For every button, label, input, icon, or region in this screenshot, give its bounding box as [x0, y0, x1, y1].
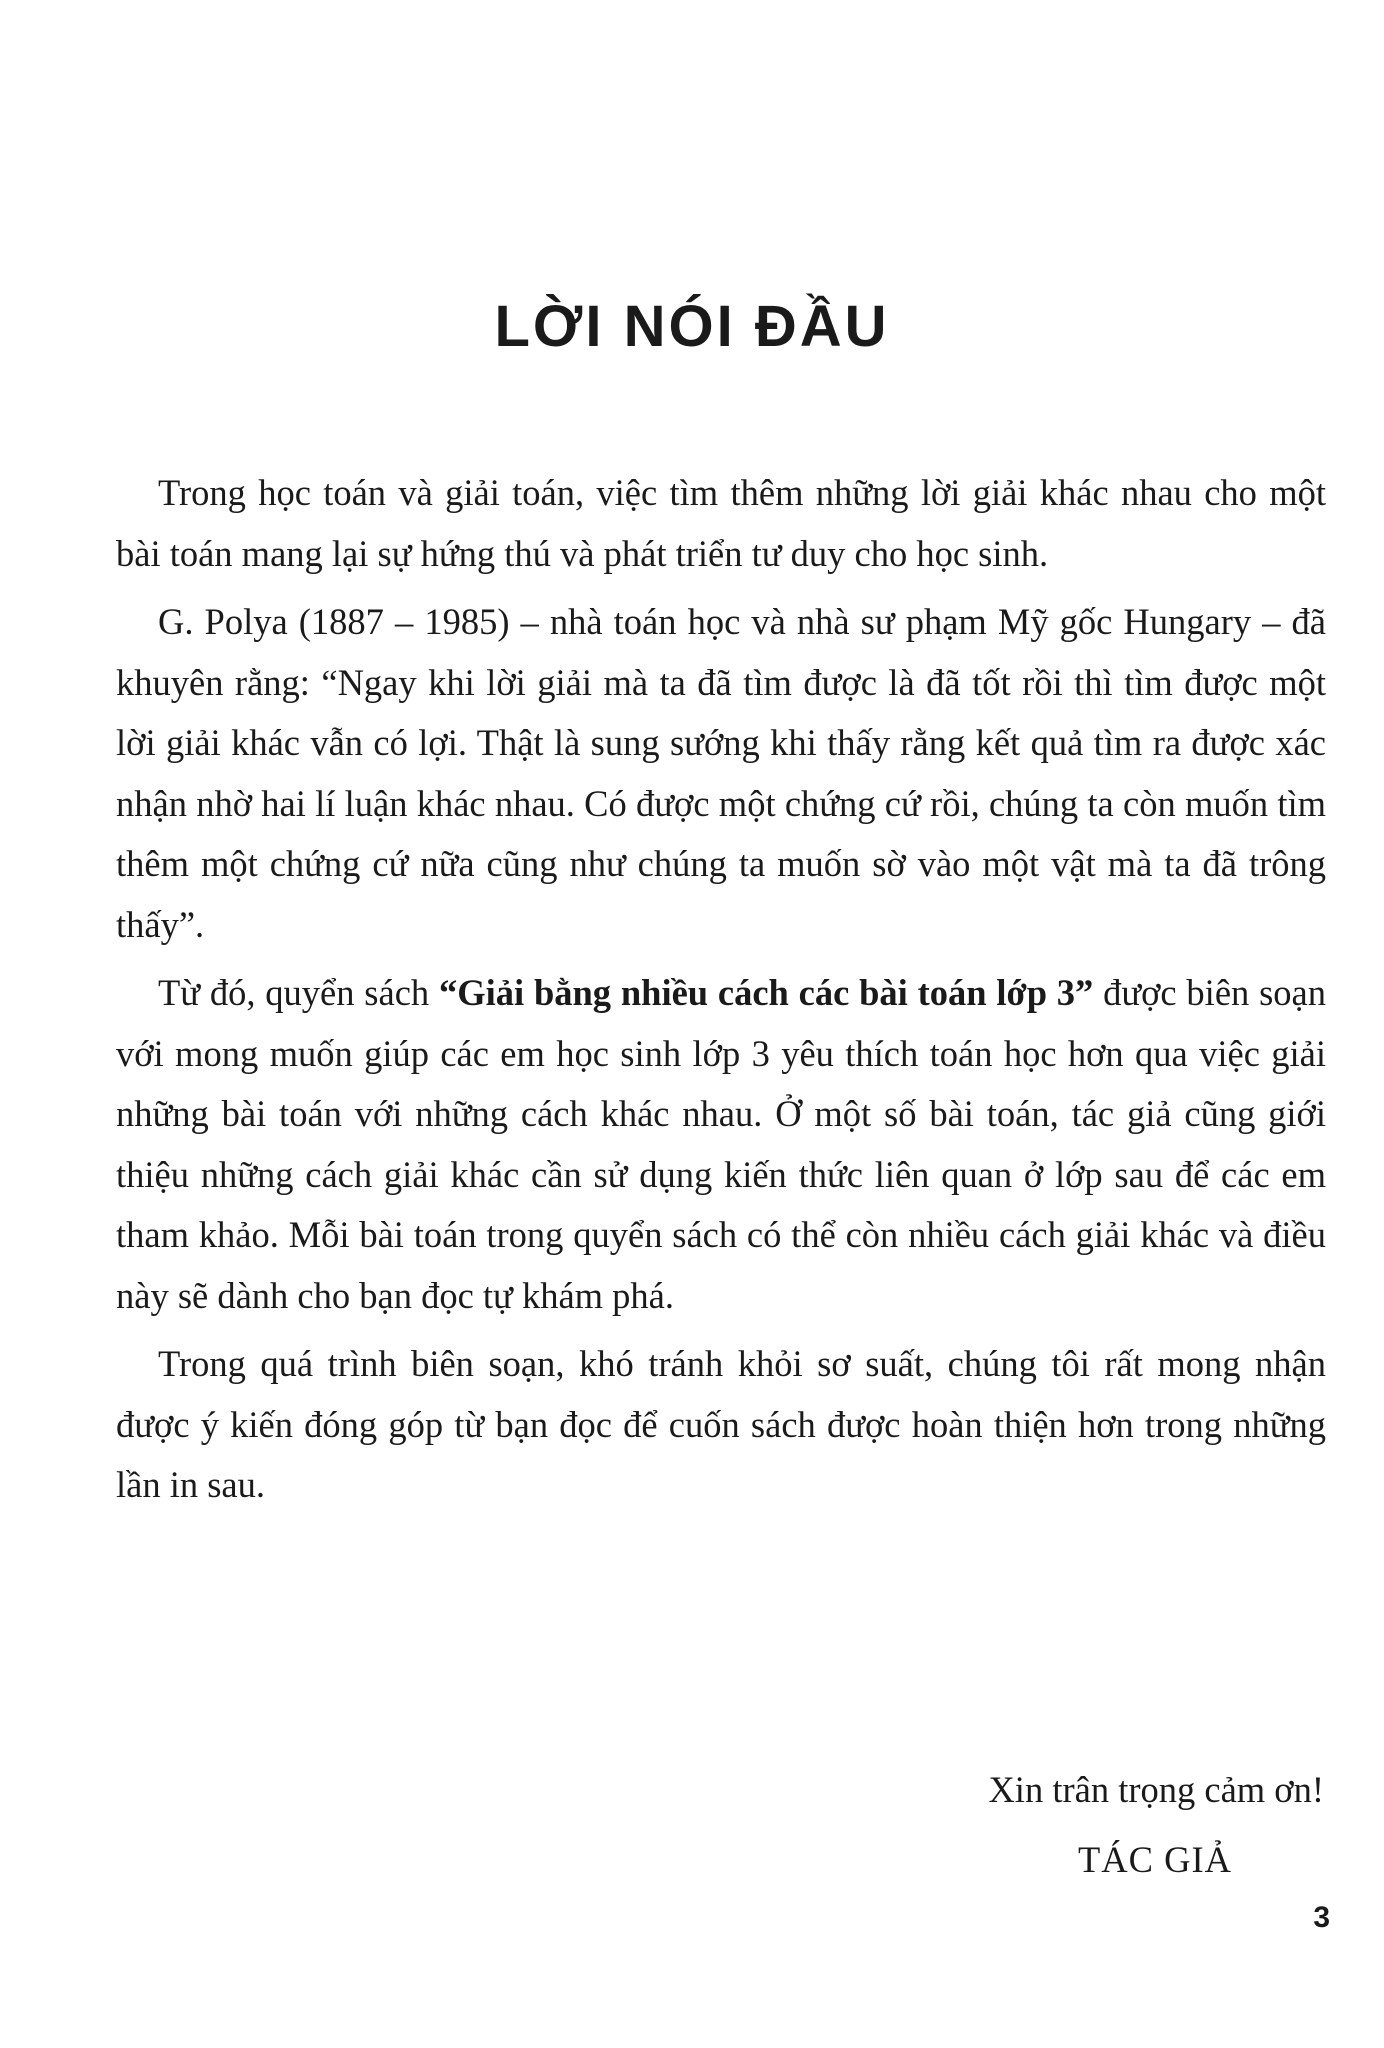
page-number: 3 — [1313, 1901, 1330, 1934]
paragraph-1: Trong học toán và giải toán, việc tìm thêm những lời giải khác nhau cho một bài toán mang lại sự hứng thú và phát triển tư duy cho học sinh. — [116, 472, 1326, 574]
paragraph-3-rest: được biên soạn với mong muốn giúp các em học sinh lớp 3 yêu thích toán học hơn qua việc giải những bài toán với những cách khác nhau. Ở một số bài toán, tác giả cũng giới thiệu những cách giải khác cần sử dụng kiến thức liên quan ở lớp sau để các em tham khảo. Mỗi bài toán trong quyển sách có thể còn nhiều cách giải khác và điều này sẽ dành cho bạn đọc tự khám phá. — [116, 972, 1326, 1316]
book-title: “Giải bằng nhiều cách các bài toán lớp 3” — [438, 972, 1094, 1013]
preface-body — [116, 463, 1326, 1516]
closing-thanks: Xin trân trọng cảm ơn! — [988, 1769, 1324, 1810]
paragraph-3 — [116, 963, 1326, 1326]
paragraph-2: G. Polya (1887 – 1985) – nhà toán học và nhà sư phạm Mỹ gốc Hungary – đã khuyên rằng: “Ngay khi lời giải mà ta đã tìm được là đã tốt rồi thì tìm được một lời giải khác vẫn có lợi. Thật là sung sướng khi thấy rằng kết quả tìm ra được xác nhận nhờ hai lí luận khác nhau. Có được một chứng cứ rồi, chúng ta còn muốn tìm thêm một chứng cứ nữa cũng như chúng ta muốn sờ vào một vật mà ta đã trông thấy”. — [116, 601, 1326, 945]
page-title: LỜI NÓI ĐẦU — [494, 294, 890, 359]
author-signature: TÁC GIẢ — [1078, 1839, 1232, 1880]
paragraph-4: Trong quá trình biên soạn, khó tránh khỏi sơ suất, chúng tôi rất mong nhận được ý kiến đóng góp từ bạn đọc để cuốn sách được hoàn thiện hơn trong những lần in sau. — [116, 1343, 1326, 1505]
paragraph-3-intro: Từ đó, quyển sách — [158, 972, 439, 1013]
